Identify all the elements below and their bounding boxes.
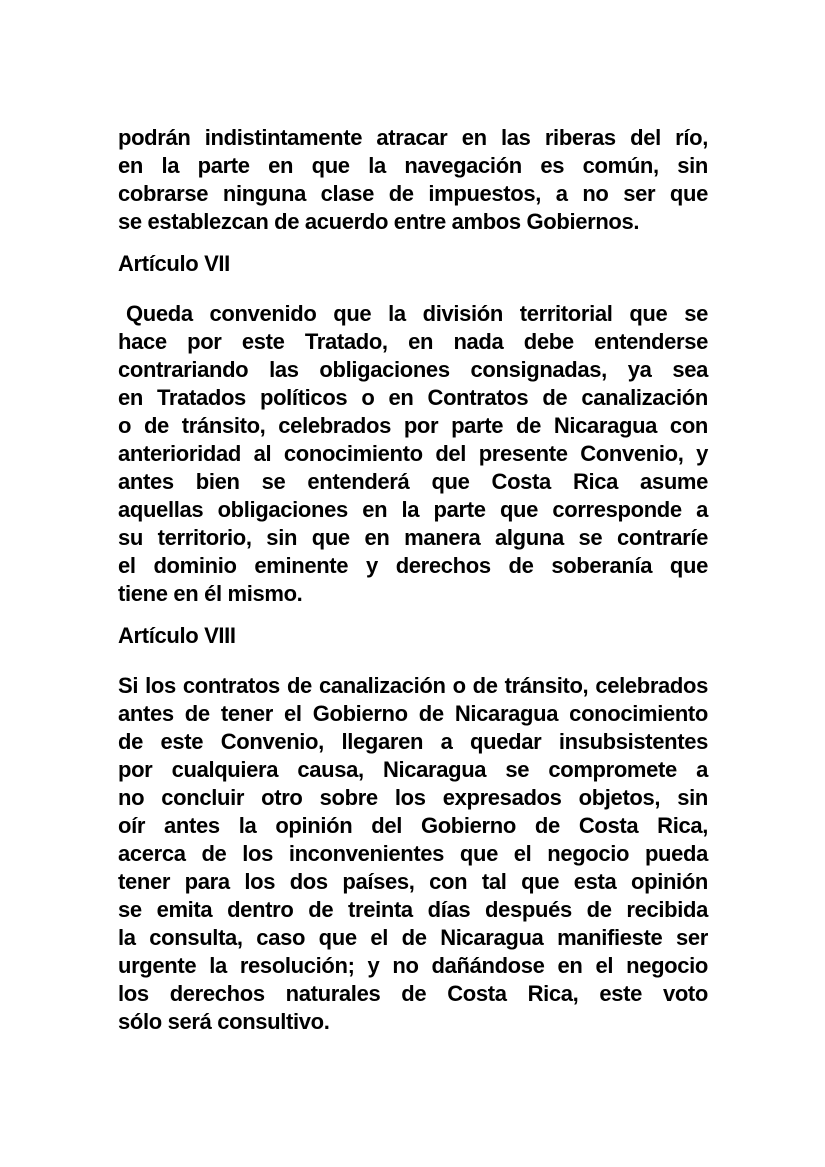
paragraph-line: se establezcan de acuerdo entre ambos Gobiernos. — [118, 209, 640, 234]
paragraph — [118, 124, 708, 236]
paragraph-line: tener para los dos países, con tal que esta opinión — [118, 869, 708, 894]
article-viii-heading: Artículo VIII — [118, 623, 236, 648]
paragraph-line: podrán indistintamente atracar en las riberas del río, — [118, 125, 708, 150]
paragraph-line: contrariando las obligaciones consignadas, ya sea — [118, 357, 708, 382]
paragraph — [118, 300, 708, 608]
paragraph-line: acerca de los inconvenientes que el negocio pueda — [118, 841, 708, 866]
paragraph-line: se emita dentro de treinta días después de recibida — [118, 897, 708, 922]
paragraph-line: de este Convenio, llegaren a quedar insubsistentes — [118, 729, 708, 754]
paragraph-line: antes bien se entenderá que Costa Rica asume — [118, 469, 708, 494]
paragraph-line: no concluir otro sobre los expresados objetos, sin — [118, 785, 708, 810]
paragraph-line: cobrarse ninguna clase de impuestos, a no ser que — [118, 181, 708, 206]
paragraph-line: los derechos naturales de Costa Rica, este voto — [118, 981, 708, 1006]
paragraph-line: sólo será consultivo. — [118, 1009, 330, 1034]
paragraph-line: Si los contratos de canalización o de tránsito, celebrados — [118, 673, 708, 698]
paragraph-line: el dominio eminente y derechos de soberanía que — [118, 553, 708, 578]
paragraph — [118, 672, 708, 1036]
paragraph-line: la consulta, caso que el de Nicaragua manifieste ser — [118, 925, 708, 950]
article-vii-heading: Artículo VII — [118, 251, 230, 276]
paragraph-line: su territorio, sin que en manera alguna se contraríe — [118, 525, 708, 550]
paragraph-line: anterioridad al conocimiento del presente Convenio, y — [118, 441, 708, 466]
paragraph-line: en la parte en que la navegación es común, sin — [118, 153, 708, 178]
paragraph-line: por cualquiera causa, Nicaragua se compromete a — [118, 757, 708, 782]
page-text-column — [118, 124, 708, 1050]
paragraph-line: antes de tener el Gobierno de Nicaragua conocimiento — [118, 701, 708, 726]
paragraph-line: en Tratados políticos o en Contratos de canalización — [118, 385, 708, 410]
paragraph-line: hace por este Tratado, en nada debe entenderse — [118, 329, 708, 354]
paragraph-line: oír antes la opinión del Gobierno de Costa Rica, — [118, 813, 708, 838]
paragraph-line: Queda convenido que la división territorial que se — [126, 301, 708, 326]
paragraph-line: o de tránsito, celebrados por parte de Nicaragua con — [118, 413, 708, 438]
paragraph-line: aquellas obligaciones en la parte que corresponde a — [118, 497, 708, 522]
paragraph-line: tiene en él mismo. — [118, 581, 303, 606]
paragraph-line: urgente la resolución; y no dañándose en el negocio — [118, 953, 708, 978]
